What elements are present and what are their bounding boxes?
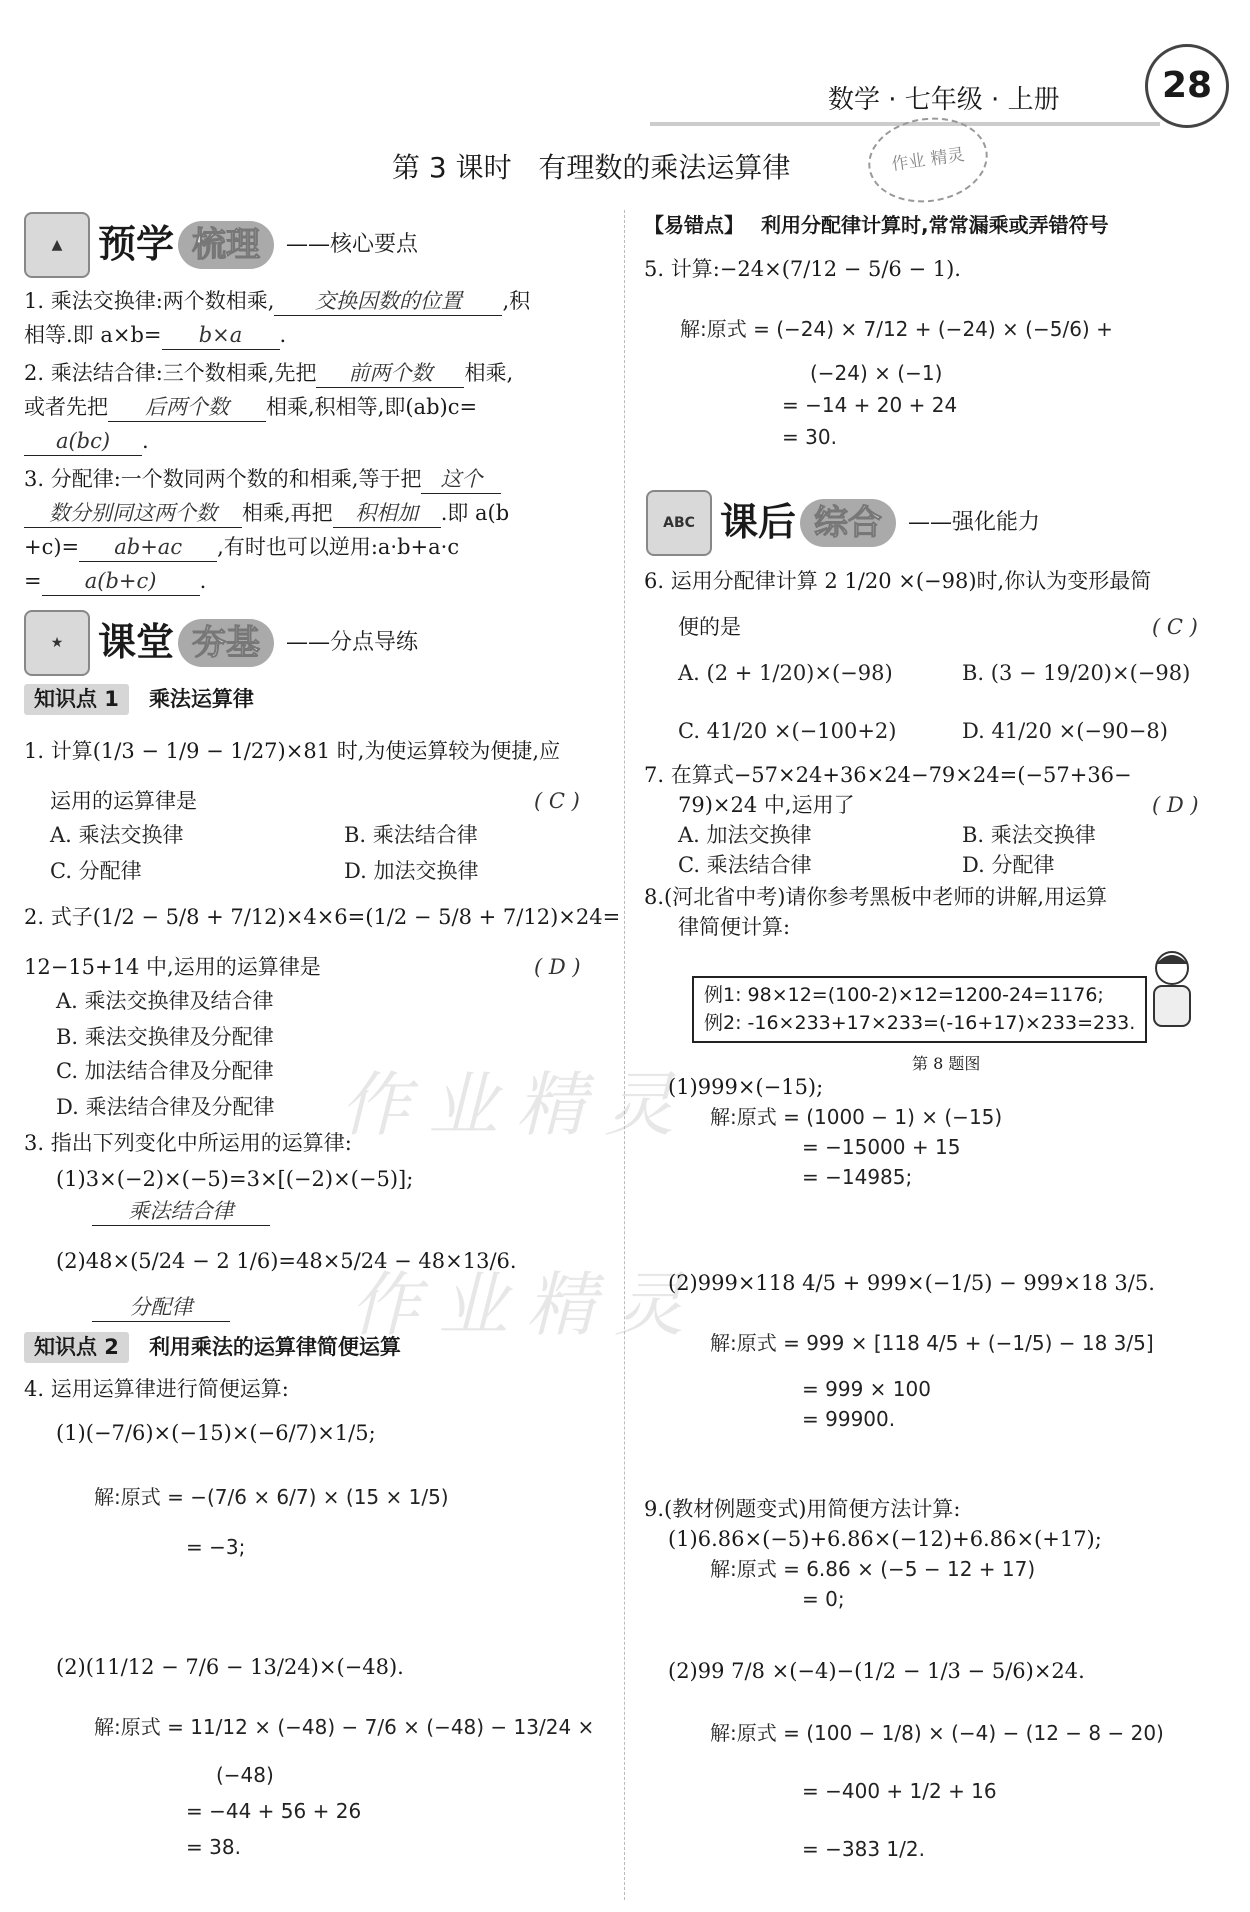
answer-blank: 积相加 [333, 500, 441, 528]
knowledge-point-1 [24, 684, 254, 715]
watermark-1: 作业精灵 [340, 1064, 692, 1146]
q2-stem-1: 2. 式子(1/2 − 5/8 + 7/12)×4×6=(1/2 − 5/8 + 7/12)×24= [24, 905, 621, 929]
q6-answer: ( C ) [1152, 615, 1198, 639]
answer-blank: a(b+c) [42, 568, 200, 596]
kp2-label: 知识点 2 [24, 1332, 129, 1363]
q1-choice-c: C. 分配律 [50, 859, 142, 883]
lesson-title: 第 3 课时 有理数的乘法运算律 [392, 151, 791, 184]
preview-item-3-line-4: = a(b+c) . [24, 568, 206, 596]
q1-answer: ( C ) [534, 789, 580, 813]
teacher-illustration [1140, 946, 1204, 1032]
q6-stem-2: 便的是 [678, 615, 741, 639]
q9-solution-1-line-1: 解:原式 = 6.86 × (−5 − 12 + 17) [710, 1557, 1036, 1581]
q6-choice-b: B. (3 − 19/20)×(−98) [962, 661, 1191, 685]
q5-solution-line-3: = −14 + 20 + 24 [782, 393, 958, 417]
q7-stem-2: 79)×24 中,运用了 [678, 793, 855, 817]
q5-solution-line-1: 解:原式 = (−24) × 7/12 + (−24) × (−5/6) + [680, 317, 1113, 341]
q3-answer-1: 乘法结合律 [92, 1198, 270, 1226]
q4-solution-2-line-4: = 38. [186, 1835, 241, 1859]
q8-solution-2-line-2: = 999 × 100 [802, 1377, 931, 1401]
q9-stem: 9.(教材例题变式)用简便方法计算: [644, 1497, 961, 1521]
column-divider [624, 210, 625, 1900]
stamp-text: 作业 精灵 [890, 144, 966, 175]
answer-blank: ab+ac [79, 534, 217, 562]
section-after-banner [646, 490, 1040, 556]
q8-example-2: 例2: -16×233+17×233=(-16+17)×233=233. [704, 1011, 1136, 1034]
q5-stem: 5. 计算:−24×(7/12 − 5/6 − 1). [644, 257, 961, 281]
preview-item-1-line-2: 相等.即 a×b= b×a . [24, 322, 286, 350]
preview-item-2-line-2: 或者先把 后两个数 相乘,积相等,即(ab)c= [24, 394, 477, 422]
q1-stem-1: 1. 计算(1/3 − 1/9 − 1/27)×81 时,为使运算较为便捷,应 [24, 739, 561, 763]
section-class-title-a: 课堂 [98, 620, 175, 665]
q5-tag: 【易错点】 [644, 213, 744, 237]
q8-solution-1-line-3: = −14985; [802, 1165, 913, 1189]
q8-part-1: (1)999×(−15); [668, 1075, 824, 1099]
q2-choice-a: A. 乘法交换律及结合律 [56, 989, 274, 1013]
preview-item-2-line-1: 2. 乘法结合律:三个数相乘,先把 前两个数 相乘, [24, 360, 513, 388]
q3-part-1: (1)3×(−2)×(−5)=3×[(−2)×(−5)]; [56, 1167, 414, 1191]
q9-part-2: (2)99 7/8 ×(−4)−(1/2 − 1/3 − 5/6)×24. [668, 1659, 1085, 1683]
q3-part-2: (2)48×(5/24 − 2 1/6)=48×5/24 − 48×13/6. [56, 1249, 517, 1273]
q8-solution-1-line-1: 解:原式 = (1000 − 1) × (−15) [710, 1105, 1003, 1129]
watermark-2: 作业精灵 [350, 1264, 702, 1346]
q7-choice-c: C. 乘法结合律 [678, 853, 812, 877]
q1-stem-2: 运用的运算律是 [50, 789, 197, 813]
backpack-icon: ★ [24, 610, 90, 676]
section-class-banner [24, 610, 418, 676]
answer-blank: 这个 [421, 466, 501, 494]
section-preview-title-b: 梳理 [178, 221, 274, 269]
q8-blackboard [692, 976, 1147, 1043]
q2-stem-2: 12−15+14 中,运用的运算律是 [24, 955, 321, 979]
q2-choice-c: C. 加法结合律及分配律 [56, 1059, 274, 1083]
preview-item-1-line-1: 1. 乘法交换律:两个数相乘, 交换因数的位置 ,积 [24, 288, 530, 316]
section-preview-subtitle: ——核心要点 [286, 231, 419, 257]
q3-stem: 3. 指出下列变化中所运用的运算律: [24, 1131, 352, 1155]
q7-stem-1: 7. 在算式−57×24+36×24−79×24=(−57+36− [644, 763, 1132, 787]
answer-blank: 数分别同这两个数 [24, 500, 242, 528]
kp1-text: 乘法运算律 [148, 687, 254, 711]
page-number-badge [1145, 44, 1229, 128]
answer-blank: 前两个数 [316, 360, 464, 388]
q4-solution-1-line-1: 解:原式 = −(7/6 × 6/7) × (15 × 1/5) [94, 1485, 449, 1509]
q8-part-2: (2)999×118 4/5 + 999×(−1/5) − 999×18 3/5. [668, 1271, 1155, 1295]
book-icon: ABC [646, 490, 712, 556]
q2-answer: ( D ) [534, 955, 581, 979]
q8-stem-2: 律简便计算: [678, 915, 791, 939]
q4-solution-2-line-3: = −44 + 56 + 26 [186, 1799, 362, 1823]
q1-choice-a: A. 乘法交换律 [50, 823, 184, 847]
q1-choice-b: B. 乘法结合律 [344, 823, 478, 847]
q7-choice-d: D. 分配律 [962, 853, 1055, 877]
section-class-subtitle: ——分点导练 [286, 629, 419, 655]
q5-tag-line [644, 212, 1109, 238]
q6-choice-d: D. 41/20 ×(−90−8) [962, 719, 1168, 743]
q9-solution-2-line-1: 解:原式 = (100 − 1/8) × (−4) − (12 − 8 − 20) [710, 1721, 1164, 1745]
q4-solution-2-line-1: 解:原式 = 11/12 × (−48) − 7/6 × (−48) − 13/24 × [94, 1715, 595, 1739]
q9-solution-1-line-2: = 0; [802, 1587, 845, 1611]
section-preview-title-a: 预学 [98, 222, 175, 267]
kp1-label: 知识点 1 [24, 684, 129, 715]
answer-blank: 后两个数 [108, 394, 266, 422]
knowledge-point-2 [24, 1332, 401, 1363]
q8-stem-1: 8.(河北省中考)请你参考黑板中老师的讲解,用运算 [644, 885, 1108, 909]
q3-answer-2: 分配律 [92, 1294, 230, 1322]
q7-choice-b: B. 乘法交换律 [962, 823, 1096, 847]
q6-choice-c: C. 41/20 ×(−100+2) [678, 719, 897, 743]
section-class-title-b: 夯基 [178, 619, 274, 667]
q4-solution-2-line-2: (−48) [216, 1763, 274, 1787]
q7-choice-a: A. 加法交换律 [678, 823, 812, 847]
section-after-title-b: 综合 [800, 499, 896, 547]
preview-item-3-line-2: 数分别同这两个数 相乘,再把 积相加 .即 a(b [24, 500, 509, 528]
q8-solution-2-line-1: 解:原式 = 999 × [118 4/5 + (−1/5) − 18 3/5] [710, 1331, 1154, 1355]
preview-item-2-line-3: a(bc) . [24, 428, 149, 456]
q9-solution-2-line-2: = −400 + 1/2 + 16 [802, 1779, 997, 1803]
preview-item-3-line-3: +c)= ab+ac ,有时也可以逆用:a·b+a·c [24, 534, 459, 562]
section-after-title-a: 课后 [720, 500, 797, 545]
q5-solution-line-4: = 30. [782, 425, 837, 449]
q2-choice-d: D. 乘法结合律及分配律 [56, 1095, 275, 1119]
q4-stem: 4. 运用运算律进行简便运算: [24, 1377, 289, 1401]
school-icon: ▲ [24, 212, 90, 278]
q5-solution-line-2: (−24) × (−1) [810, 361, 943, 385]
preview-item-3-line-1: 3. 分配律:一个数同两个数的和相乘,等于把 这个 [24, 466, 501, 494]
q9-part-1: (1)6.86×(−5)+6.86×(−12)+6.86×(+17); [668, 1527, 1102, 1551]
q6-stem-1: 6. 运用分配律计算 2 1/20 ×(−98)时,你认为变形最简 [644, 569, 1152, 593]
answer-blank: 交换因数的位置 [274, 288, 502, 316]
q1-choice-d: D. 加法交换律 [344, 859, 479, 883]
q8-figure-caption: 第 8 题图 [912, 1054, 981, 1073]
q4-solution-1-line-2: = −3; [186, 1535, 246, 1559]
header-subject: 数学 · 七年级 · 上册 [828, 85, 1060, 115]
q8-example-1: 例1: 98×12=(100-2)×12=1200-24=1176; [704, 984, 1104, 1006]
page-number: 28 [1161, 64, 1213, 106]
kp2-text: 利用乘法的运算律简便运算 [148, 1335, 401, 1359]
answer-blank: a(bc) [24, 428, 142, 456]
q8-solution-1-line-2: = −15000 + 15 [802, 1135, 961, 1159]
q4-part-2: (2)(11/12 − 7/6 − 13/24)×(−48). [56, 1655, 404, 1679]
section-after-subtitle: ——强化能力 [908, 509, 1041, 535]
section-preview-banner [24, 212, 418, 278]
q2-choice-b: B. 乘法交换律及分配律 [56, 1025, 274, 1049]
q6-choice-a: A. (2 + 1/20)×(−98) [678, 661, 893, 685]
q4-part-1: (1)(−7/6)×(−15)×(−6/7)×1/5; [56, 1421, 376, 1445]
q8-solution-2-line-3: = 99900. [802, 1407, 896, 1431]
q7-answer: ( D ) [1152, 793, 1199, 817]
q9-solution-2-line-3: = −383 1/2. [802, 1837, 925, 1861]
q5-tag-text: 利用分配律计算时,常常漏乘或弄错符号 [760, 213, 1109, 237]
answer-blank: b×a [162, 322, 280, 350]
